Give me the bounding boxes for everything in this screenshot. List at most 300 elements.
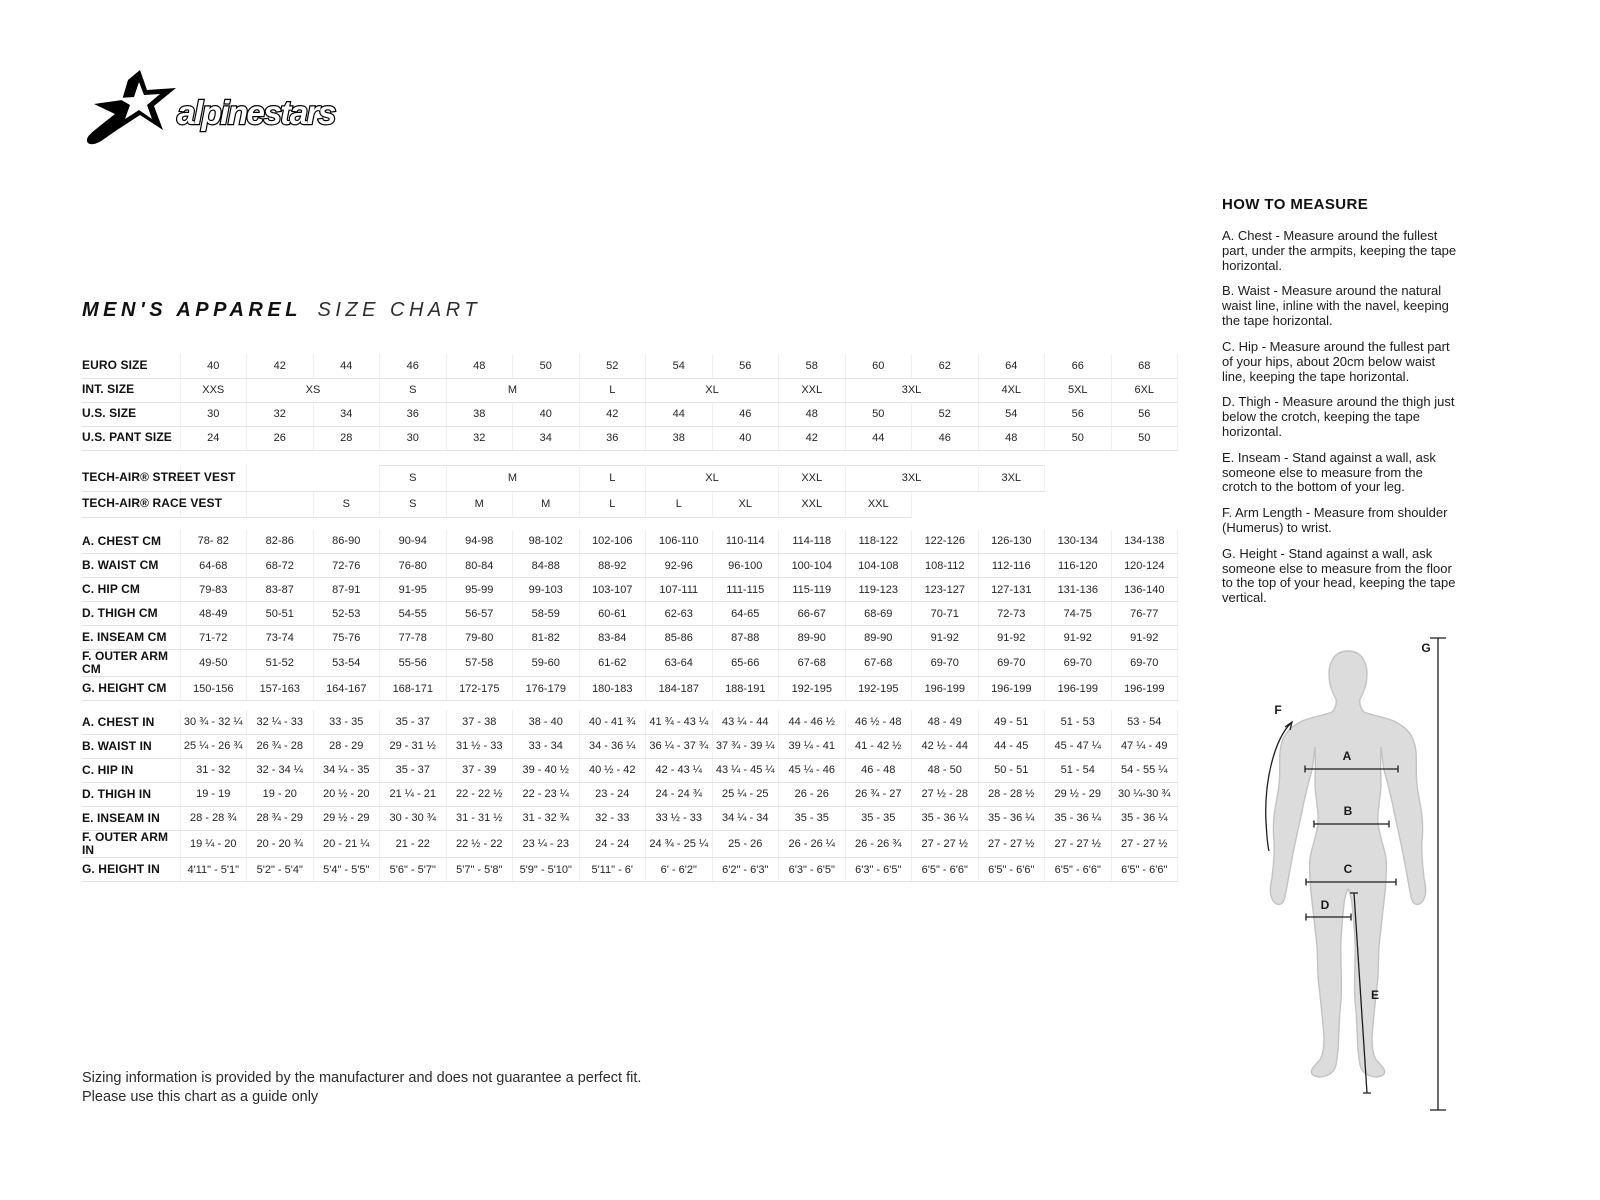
size-cell: 51 - 53 xyxy=(1045,710,1112,734)
size-cell: 108-112 xyxy=(912,554,979,578)
footer-note xyxy=(82,1069,641,1107)
table-row xyxy=(82,354,1178,378)
size-cell: S xyxy=(313,491,380,517)
size-cell: 5'2" - 5'4" xyxy=(247,858,314,882)
size-cell: 48 - 49 xyxy=(912,710,979,734)
measure-instruction-inseam: E. Inseam - Stand against a wall, ask someone else to measure from the crotch to the bottom of your leg. xyxy=(1222,449,1436,495)
size-cell: 67-68 xyxy=(779,650,846,677)
size-cell: 168-171 xyxy=(380,677,447,701)
size-cell: 134-138 xyxy=(1111,530,1178,554)
size-cell: 37 - 39 xyxy=(446,758,513,782)
size-cell: 94-98 xyxy=(446,530,513,554)
size-cell: 69-70 xyxy=(912,650,979,677)
size-cell: 64-68 xyxy=(180,554,247,578)
page-title-secondary: SIZE CHART xyxy=(317,299,482,321)
size-cell: 110-114 xyxy=(712,530,779,554)
size-cell: 115-119 xyxy=(779,578,846,602)
size-cell: 176-179 xyxy=(513,677,580,701)
size-cell: 42 - 43 ¼ xyxy=(646,758,713,782)
size-cell: 32 ¼ - 33 xyxy=(247,710,314,734)
size-cell: 72-76 xyxy=(313,554,380,578)
size-cell: 131-136 xyxy=(1045,578,1112,602)
size-cell: 60-61 xyxy=(579,602,646,626)
row-label: EURO SIZE xyxy=(82,354,180,378)
size-cell: 77-78 xyxy=(380,626,447,650)
size-cell: 29 - 31 ½ xyxy=(380,734,447,758)
size-cell: XXL xyxy=(779,465,846,491)
measure-instruction-hip: C. Hip - Measure around the fullest part of your hips, about 20cm below waist line, keeping the tape horizontal. xyxy=(1222,338,1450,384)
size-cell: 41 ¾ - 43 ¼ xyxy=(646,710,713,734)
size-cell: 40 - 41 ¾ xyxy=(579,710,646,734)
size-cell: 73-74 xyxy=(247,626,314,650)
size-cell: 22 - 22 ½ xyxy=(446,782,513,806)
row-label: U.S. PANT SIZE xyxy=(82,426,180,450)
row-label: F. OUTER ARM CM xyxy=(82,650,180,677)
measurements-in-table xyxy=(82,710,1178,882)
size-cell: 164-167 xyxy=(313,677,380,701)
size-cell: 68 xyxy=(1111,354,1178,378)
size-cell: 50 xyxy=(1045,426,1112,450)
size-cell: 90-94 xyxy=(380,530,447,554)
how-to-measure-heading: HOW TO MEASURE xyxy=(1222,196,1369,213)
size-cell: 36 ¼ - 37 ¾ xyxy=(646,734,713,758)
size-cell: 29 ½ - 29 xyxy=(1045,782,1112,806)
size-cell: 130-134 xyxy=(1045,530,1112,554)
size-cell: 24 - 24 ¾ xyxy=(646,782,713,806)
size-cell: 32 xyxy=(247,402,314,426)
row-label: A. CHEST IN xyxy=(82,710,180,734)
size-cell: 53-54 xyxy=(313,650,380,677)
size-cell: 35 - 35 xyxy=(845,806,912,830)
size-cell: 33 - 34 xyxy=(513,734,580,758)
row-label: INT. SIZE xyxy=(82,378,180,402)
size-cell: XXS xyxy=(180,378,247,402)
size-cell: 41 - 42 ½ xyxy=(845,734,912,758)
size-cell: 44 xyxy=(646,402,713,426)
size-cell: 196-199 xyxy=(912,677,979,701)
size-cell: 44 - 46 ½ xyxy=(779,710,846,734)
size-cell: 150-156 xyxy=(180,677,247,701)
row-label: B. WAIST IN xyxy=(82,734,180,758)
size-cell: 51-52 xyxy=(247,650,314,677)
size-cell: 48-49 xyxy=(180,602,247,626)
size-cell: 54 - 55 ¼ xyxy=(1111,758,1178,782)
size-cell: 65-66 xyxy=(712,650,779,677)
size-cell: XL xyxy=(646,378,779,402)
size-cell: 98-102 xyxy=(513,530,580,554)
size-cell: 48 xyxy=(779,402,846,426)
size-cell: 104-108 xyxy=(845,554,912,578)
size-cell xyxy=(247,491,314,517)
size-cell: 96-100 xyxy=(712,554,779,578)
size-cell: 3XL xyxy=(978,465,1045,491)
size-cell: 91-92 xyxy=(978,626,1045,650)
size-cell: 30 ¾ - 32 ¼ xyxy=(180,710,247,734)
size-cell: 46 xyxy=(712,402,779,426)
size-cell: L xyxy=(579,465,646,491)
size-cell: 54-55 xyxy=(380,602,447,626)
size-cell: 48 xyxy=(978,426,1045,450)
size-cell: 30 xyxy=(180,402,247,426)
size-cell: XXL xyxy=(779,378,846,402)
size-cell: 63-64 xyxy=(646,650,713,677)
size-cell: 43 ¼ - 44 xyxy=(712,710,779,734)
size-cell: 26 ¾ - 27 xyxy=(845,782,912,806)
size-cell: 53 - 54 xyxy=(1111,710,1178,734)
footer-line-2: Please use this chart as a guide only xyxy=(82,1089,319,1106)
size-cell: 5'11" - 6' xyxy=(579,858,646,882)
size-cell xyxy=(912,491,979,517)
size-cell: 50 xyxy=(845,402,912,426)
size-cell: 42 xyxy=(779,426,846,450)
size-cell xyxy=(1045,491,1112,517)
size-cell: 39 ¼ - 41 xyxy=(779,734,846,758)
size-cell: 37 - 38 xyxy=(446,710,513,734)
size-cell: 56 xyxy=(1045,402,1112,426)
size-cell: 64 xyxy=(978,354,1045,378)
table-row xyxy=(82,378,1178,402)
size-cell: 5'7" - 5'8" xyxy=(446,858,513,882)
table-row xyxy=(82,710,1178,734)
page-title xyxy=(82,299,481,322)
size-cell: 54 xyxy=(978,402,1045,426)
size-cell: 35 - 36 ¼ xyxy=(1111,806,1178,830)
how-to-measure-section xyxy=(1222,196,1460,617)
size-cell: 28 xyxy=(313,426,380,450)
size-cell: M xyxy=(446,465,579,491)
table-row xyxy=(82,465,1178,491)
size-cell: 33 ½ - 33 xyxy=(646,806,713,830)
size-cell: 61-62 xyxy=(579,650,646,677)
size-cell: 32 xyxy=(446,426,513,450)
size-cell: 35 - 37 xyxy=(380,758,447,782)
size-cell: 6'5" - 6'6" xyxy=(1045,858,1112,882)
size-cell: S xyxy=(380,465,447,491)
size-cell: 67-68 xyxy=(845,650,912,677)
size-cell: 196-199 xyxy=(1045,677,1112,701)
size-cell: 35 - 36 ¼ xyxy=(978,806,1045,830)
size-cell: 27 - 27 ½ xyxy=(978,830,1045,857)
size-cell: 50-51 xyxy=(247,602,314,626)
size-cell: 6'3" - 6'5" xyxy=(779,858,846,882)
size-cell: 180-183 xyxy=(579,677,646,701)
size-cell: 74-75 xyxy=(1045,602,1112,626)
size-cell: 91-95 xyxy=(380,578,447,602)
logo-wordmark: alpinestars xyxy=(177,94,335,131)
size-cell: 68-72 xyxy=(247,554,314,578)
size-cell: 99-103 xyxy=(513,578,580,602)
size-cell: S xyxy=(380,491,447,517)
size-cell: 91-92 xyxy=(912,626,979,650)
table-row xyxy=(82,554,1178,578)
size-cell: 40 xyxy=(712,426,779,450)
size-cell: 28 - 28 ¾ xyxy=(180,806,247,830)
size-cell: 45 ¼ - 46 xyxy=(779,758,846,782)
size-cell: 30 - 30 ¾ xyxy=(380,806,447,830)
size-cell: 118-122 xyxy=(845,530,912,554)
size-cell: 72-73 xyxy=(978,602,1045,626)
size-cell: 106-110 xyxy=(646,530,713,554)
size-cell: 52-53 xyxy=(313,602,380,626)
size-cell: 56 xyxy=(712,354,779,378)
size-cell: 59-60 xyxy=(513,650,580,677)
size-cell: 32 - 33 xyxy=(579,806,646,830)
size-cell: 5'4" - 5'5" xyxy=(313,858,380,882)
size-cell: 51 - 54 xyxy=(1045,758,1112,782)
size-cell: 157-163 xyxy=(247,677,314,701)
size-cell: 4XL xyxy=(978,378,1045,402)
row-label: A. CHEST CM xyxy=(82,530,180,554)
row-label: D. THIGH IN xyxy=(82,782,180,806)
size-cell: 56-57 xyxy=(446,602,513,626)
row-label: U.S. SIZE xyxy=(82,402,180,426)
size-cell: 27 - 27 ½ xyxy=(1111,830,1178,857)
size-cell: 44 xyxy=(845,426,912,450)
size-cell xyxy=(247,465,380,491)
size-cell: 3XL xyxy=(845,465,978,491)
diagram-label-inseam: E xyxy=(1370,988,1380,1002)
size-cell: 57-58 xyxy=(446,650,513,677)
size-cell: 86-90 xyxy=(313,530,380,554)
size-cell: 54 xyxy=(646,354,713,378)
size-cell: 28 ¾ - 29 xyxy=(247,806,314,830)
size-cell: 6'3" - 6'5" xyxy=(845,858,912,882)
size-cell: 58-59 xyxy=(513,602,580,626)
size-cell: 46 ½ - 48 xyxy=(845,710,912,734)
size-cell: 68-69 xyxy=(845,602,912,626)
size-cell: S xyxy=(380,378,447,402)
size-cell: 92-96 xyxy=(646,554,713,578)
size-cell: 75-76 xyxy=(313,626,380,650)
size-cell: 19 - 19 xyxy=(180,782,247,806)
size-cell: 81-82 xyxy=(513,626,580,650)
size-cell xyxy=(978,491,1045,517)
size-cell: 4'11" - 5'1" xyxy=(180,858,247,882)
size-cell: 35 - 37 xyxy=(380,710,447,734)
diagram-label-chest: A xyxy=(1342,749,1352,763)
measure-instruction-thigh: D. Thigh - Measure around the thigh just below the crotch, keeping the tape horizontal. xyxy=(1222,394,1455,439)
size-cell: 69-70 xyxy=(978,650,1045,677)
row-label: F. OUTER ARM IN xyxy=(82,830,180,857)
size-cell: L xyxy=(579,378,646,402)
measure-instruction-waist: B. Waist - Measure around the natural waist line, inline with the navel, keeping the tape horizontal. xyxy=(1222,283,1449,329)
size-cell: 50 - 51 xyxy=(978,758,1045,782)
alpinestars-logo xyxy=(84,68,356,155)
size-cell: 34 xyxy=(313,402,380,426)
size-cell: 55-56 xyxy=(380,650,447,677)
table-row xyxy=(82,782,1178,806)
alpinestars-logo-icon xyxy=(84,68,356,150)
size-cell: 22 ½ - 22 xyxy=(446,830,513,857)
size-cell: 46 - 48 xyxy=(845,758,912,782)
size-cell: 83-87 xyxy=(247,578,314,602)
size-cell: 24 xyxy=(180,426,247,450)
size-cell: 60 xyxy=(845,354,912,378)
size-cell: 83-84 xyxy=(579,626,646,650)
size-cell: 20 ½ - 20 xyxy=(313,782,380,806)
techair-table xyxy=(82,465,1178,518)
size-tables xyxy=(82,354,1178,882)
size-cell: 70-71 xyxy=(912,602,979,626)
size-cell: 88-92 xyxy=(579,554,646,578)
table-row xyxy=(82,650,1178,677)
size-cell: 116-120 xyxy=(1045,554,1112,578)
size-cell: 42 xyxy=(579,402,646,426)
size-cell: 46 xyxy=(380,354,447,378)
table-row xyxy=(82,806,1178,830)
size-cell: 40 ½ - 42 xyxy=(579,758,646,782)
measure-instruction-chest: A. Chest - Measure around the fullest part, under the armpits, keeping the tape horizontal. xyxy=(1222,228,1457,273)
size-cell: 66 xyxy=(1045,354,1112,378)
row-label: E. INSEAM CM xyxy=(82,626,180,650)
size-cell: 6'2" - 6'3" xyxy=(712,858,779,882)
size-cell: 50 xyxy=(1111,426,1178,450)
size-cell: L xyxy=(579,491,646,517)
size-cell: M xyxy=(446,491,513,517)
size-cell: 76-77 xyxy=(1111,602,1178,626)
size-cell: 28 - 29 xyxy=(313,734,380,758)
size-cell: 6XL xyxy=(1111,378,1178,402)
size-cell: 24 - 24 xyxy=(579,830,646,857)
diagram-label-thigh: D xyxy=(1320,898,1330,912)
size-cell: 5'9" - 5'10" xyxy=(513,858,580,882)
size-cell: 42 xyxy=(247,354,314,378)
size-cell: 5XL xyxy=(1045,378,1112,402)
size-cell: 44 xyxy=(313,354,380,378)
size-cell: 84-88 xyxy=(513,554,580,578)
size-cell: XL xyxy=(646,465,779,491)
size-cell: 19 - 20 xyxy=(247,782,314,806)
size-cell: 35 - 36 ¼ xyxy=(1045,806,1112,830)
size-cell: 22 - 23 ¼ xyxy=(513,782,580,806)
table-row xyxy=(82,858,1178,882)
size-cell: 71-72 xyxy=(180,626,247,650)
size-cell: 136-140 xyxy=(1111,578,1178,602)
size-cell: 40 xyxy=(513,402,580,426)
size-cell: 91-92 xyxy=(1111,626,1178,650)
size-cell: 29 ½ - 29 xyxy=(313,806,380,830)
size-cell: 111-115 xyxy=(712,578,779,602)
size-cell: 69-70 xyxy=(1111,650,1178,677)
size-cell: 52 xyxy=(912,402,979,426)
table-row xyxy=(82,402,1178,426)
size-cell: M xyxy=(446,378,579,402)
size-cell: XL xyxy=(712,491,779,517)
size-cell: 27 - 27 ½ xyxy=(912,830,979,857)
body-measurement-diagram xyxy=(1236,620,1448,1141)
size-cell: 87-91 xyxy=(313,578,380,602)
size-cell: 126-130 xyxy=(978,530,1045,554)
size-cell: 37 ¾ - 39 ¼ xyxy=(712,734,779,758)
size-cell: 38 xyxy=(446,402,513,426)
size-cell: 5'6" - 5'7" xyxy=(380,858,447,882)
size-cell: 64-65 xyxy=(712,602,779,626)
size-cell: 89-90 xyxy=(845,626,912,650)
size-cell: 34 ¼ - 34 xyxy=(712,806,779,830)
size-cell: 123-127 xyxy=(912,578,979,602)
size-cell: 35 - 35 xyxy=(779,806,846,830)
size-cell: 25 ¼ - 25 xyxy=(712,782,779,806)
size-cell: 100-104 xyxy=(779,554,846,578)
size-cell: XXL xyxy=(779,491,846,517)
diagram-label-height: G xyxy=(1421,641,1431,655)
table-row xyxy=(82,830,1178,857)
size-cell: 82-86 xyxy=(247,530,314,554)
size-cell: 47 ¼ - 49 xyxy=(1111,734,1178,758)
size-cell: 36 xyxy=(380,402,447,426)
size-cell: 91-92 xyxy=(1045,626,1112,650)
size-cell: 107-111 xyxy=(646,578,713,602)
size-cell: 44 - 45 xyxy=(978,734,1045,758)
page-title-primary: MEN'S APPAREL xyxy=(82,299,302,321)
size-cell: 52 xyxy=(579,354,646,378)
size-cell: 35 - 36 ¼ xyxy=(912,806,979,830)
table-row xyxy=(82,602,1178,626)
size-cell: 31 - 32 ¾ xyxy=(513,806,580,830)
size-cell: 39 - 40 ½ xyxy=(513,758,580,782)
size-cell: 38 - 40 xyxy=(513,710,580,734)
size-cell: 120-124 xyxy=(1111,554,1178,578)
size-cell: 43 ¼ - 45 ¼ xyxy=(712,758,779,782)
size-cell: 19 ¼ - 20 xyxy=(180,830,247,857)
row-label: TECH-AIR® RACE VEST xyxy=(82,491,180,517)
size-cell: 6'5" - 6'6" xyxy=(978,858,1045,882)
size-cell: 6' - 6'2" xyxy=(646,858,713,882)
size-cell: 196-199 xyxy=(1111,677,1178,701)
diagram-label-waist: B xyxy=(1343,804,1353,818)
size-cell: 26 ¾ - 28 xyxy=(247,734,314,758)
footer-line-1: Sizing information is provided by the manufacturer and does not guarantee a perfect fit. xyxy=(82,1070,642,1086)
size-cell: 103-107 xyxy=(579,578,646,602)
size-cell: 21 ¼ - 21 xyxy=(380,782,447,806)
size-cell: XXL xyxy=(845,491,912,517)
size-cell: 42 ½ - 44 xyxy=(912,734,979,758)
sizes-header-table xyxy=(82,354,1178,451)
size-cell: 58 xyxy=(779,354,846,378)
size-cell: 48 - 50 xyxy=(912,758,979,782)
diagram-label-arm: F xyxy=(1274,703,1282,717)
size-cell: 49 - 51 xyxy=(978,710,1045,734)
size-cell: 46 xyxy=(912,426,979,450)
size-cell: 20 - 20 ¾ xyxy=(247,830,314,857)
size-cell: 31 ½ - 33 xyxy=(446,734,513,758)
size-cell: 62-63 xyxy=(646,602,713,626)
size-cell: M xyxy=(513,491,580,517)
size-cell: 87-88 xyxy=(712,626,779,650)
size-cell: 184-187 xyxy=(646,677,713,701)
size-cell: 21 - 22 xyxy=(380,830,447,857)
size-cell: 26 - 26 xyxy=(779,782,846,806)
table-row xyxy=(82,578,1178,602)
row-label: C. HIP CM xyxy=(82,578,180,602)
size-cell: 23 - 24 xyxy=(579,782,646,806)
size-cell: 76-80 xyxy=(380,554,447,578)
size-cell: 31 - 31 ½ xyxy=(446,806,513,830)
row-label: G. HEIGHT CM xyxy=(82,677,180,701)
size-cell: 172-175 xyxy=(446,677,513,701)
size-cell: 28 - 28 ½ xyxy=(978,782,1045,806)
size-cell: 119-123 xyxy=(845,578,912,602)
size-cell: 56 xyxy=(1111,402,1178,426)
size-cell: 26 - 26 ¼ xyxy=(779,830,846,857)
size-cell: 79-83 xyxy=(180,578,247,602)
size-cell: 102-106 xyxy=(579,530,646,554)
size-cell: 66-67 xyxy=(779,602,846,626)
size-cell: 36 xyxy=(579,426,646,450)
size-cell: 38 xyxy=(646,426,713,450)
size-cell: 30 xyxy=(380,426,447,450)
row-label: B. WAIST CM xyxy=(82,554,180,578)
